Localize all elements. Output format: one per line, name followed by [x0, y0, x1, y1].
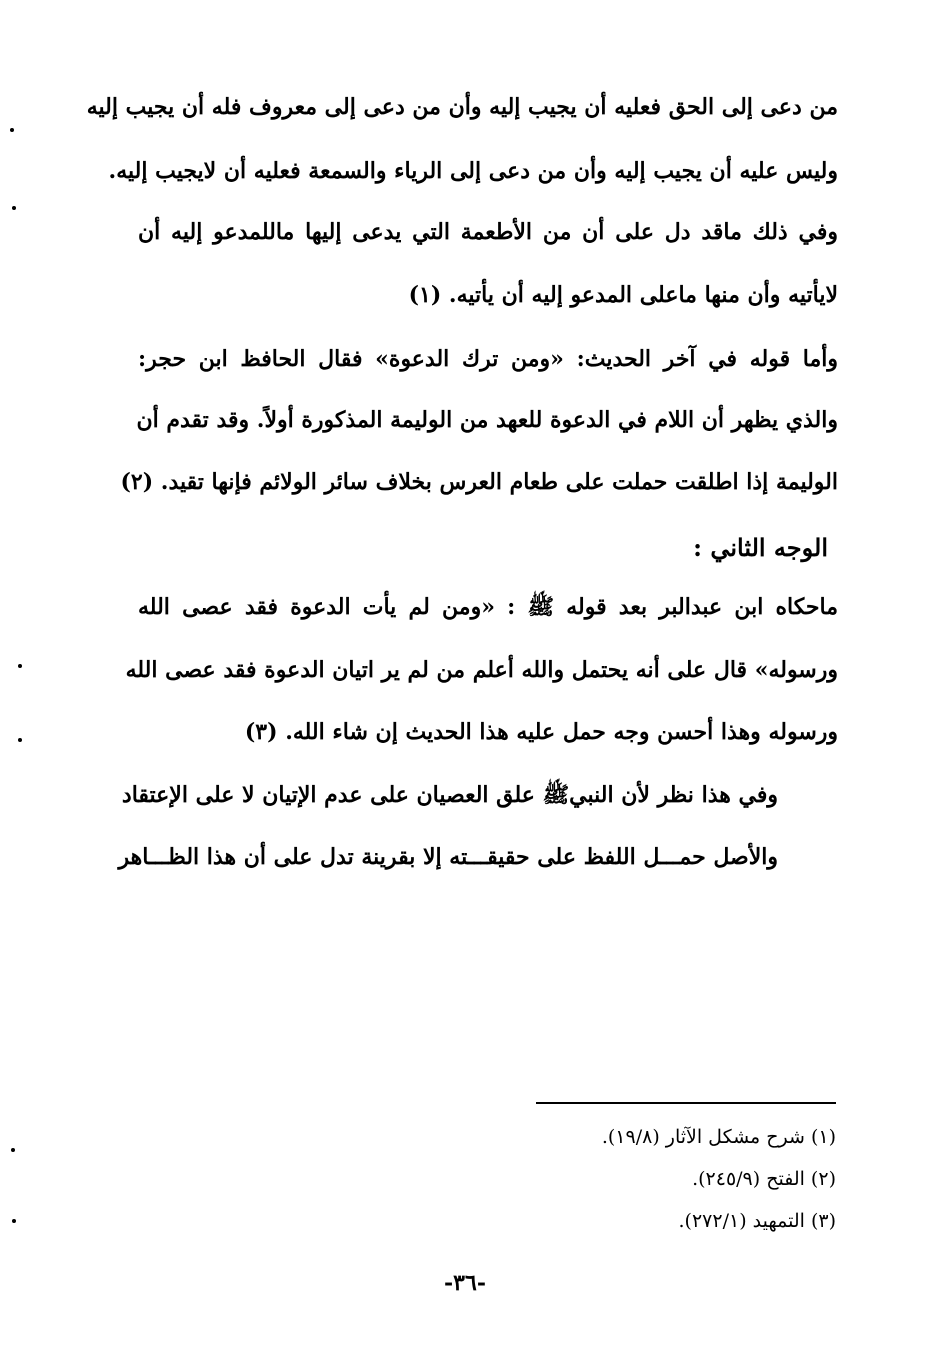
footnote-1: (١) شرح مشكل الآثار (١٩/٨). [601, 1126, 836, 1148]
footnote-3: (٣) التمهيد (٢٧٢/١). [678, 1210, 836, 1232]
body-line-8: ماحكاه ابن عبدالبر بعد قوله ﷺ : «ومن لم يأت الدعوة فقد عصى الله [138, 594, 838, 620]
scan-speck [12, 1219, 16, 1223]
footnote-separator [536, 1102, 836, 1104]
body-line-9: ورسوله» قال على أنه يحتمل والله أعلم من لم ير اتيان الدعوة فقد عصى الله [125, 657, 838, 683]
body-line-1: من دعى إلى الحق فعليه أن يجيب إليه وأن من دعى إلى معروف فله أن يجيب إليه [86, 94, 838, 120]
body-line-7: الوليمة إذا اطلقت حملت على طعام العرس بخلاف سائر الولائم فإنها تقيد. (٢) [120, 469, 838, 495]
body-line-6: والذي يظهر أن اللام في الدعوة للعهد من الوليمة المذكورة أولاً. وقد تقدم أن [136, 407, 838, 433]
scan-speck [18, 664, 22, 668]
body-line-10: ورسوله وهذا أحسن وجه حمل عليه هذا الحديث إن شاء الله. (٣) [244, 719, 838, 745]
body-line-12: والأصل حمـــل اللفظ على حقيقـــته إلا بقرينة تدل على أن هذا الظـــاهر [118, 844, 778, 870]
section-heading: الوجه الثاني : [693, 533, 828, 562]
footnote-2: (٢) الفتح (٢٤٥/٩). [692, 1168, 836, 1190]
body-line-4: لايأتيه وأن منها ماعلى المدعو إليه أن يأتيه. (١) [408, 282, 838, 308]
body-line-2: وليس عليه أن يجيب إليه وأن من دعى إلى الرياء والسمعة فعليه أن لايجيب إليه. [108, 158, 838, 184]
body-line-3: وفي ذلك ماقد دل على أن من الأطعمة التي يدعى إليها ماللمدعو إليه أن [138, 219, 838, 245]
scan-speck [18, 738, 22, 742]
scan-speck [10, 128, 14, 132]
scan-speck [12, 206, 16, 210]
body-line-11: وفي هذا نظر لأن النبيﷺ علق العصيان على عدم الإتيان لا على الإعتقاد [121, 782, 778, 808]
body-line-5: وأما قوله في آخر الحديث: «ومن ترك الدعوة» فقال الحافظ ابن حجر: [138, 346, 838, 372]
page-number: -٣٦- [444, 1270, 486, 1296]
scan-speck [11, 1148, 15, 1152]
